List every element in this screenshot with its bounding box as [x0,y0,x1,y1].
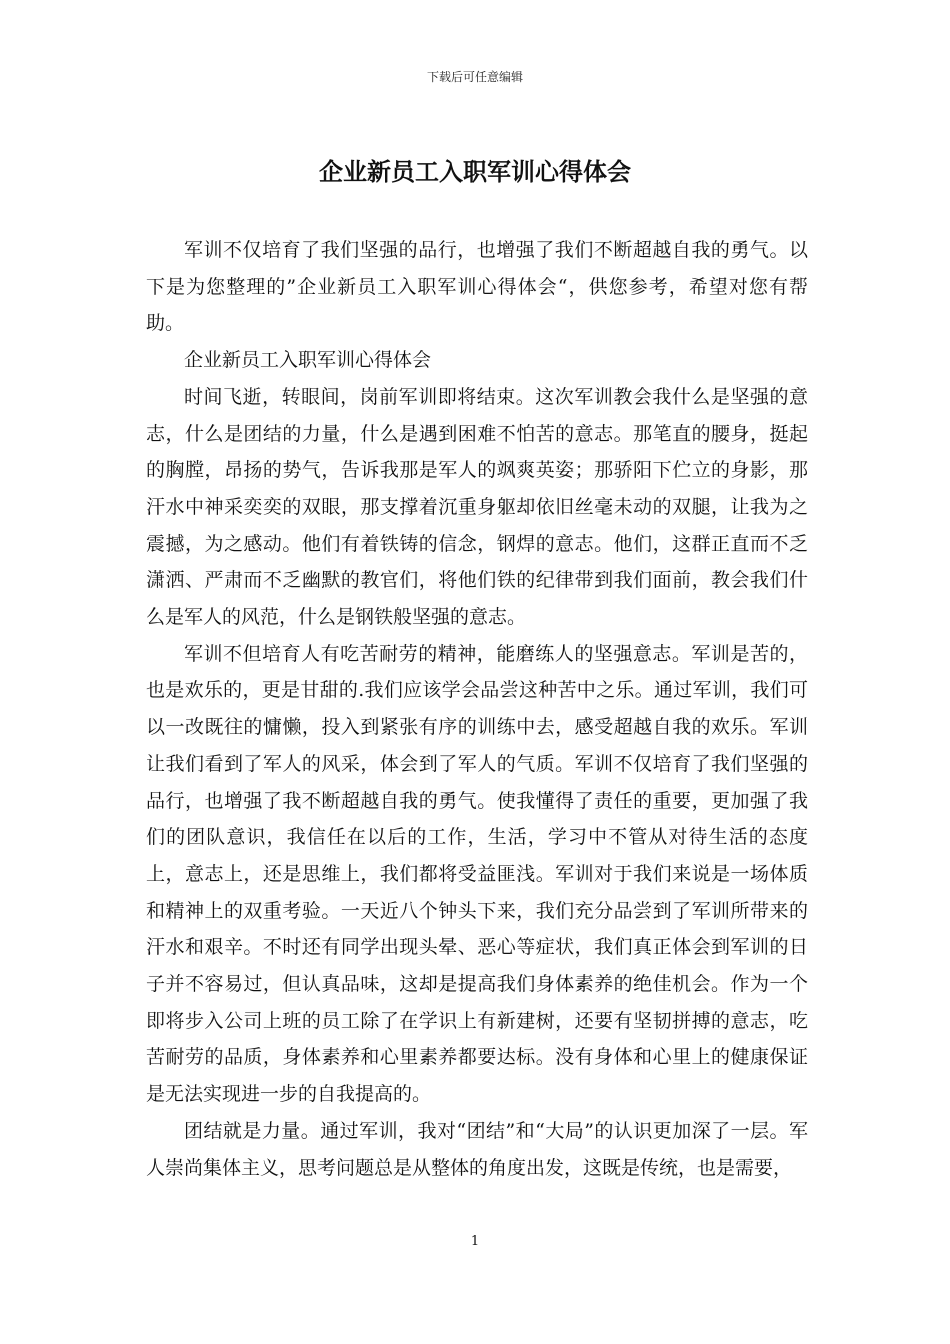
paragraph-intro: 军训不仅培育了我们坚强的品行，也增强了我们不断超越自我的勇气。以下是为您整理的”企业新员工入职军训心得体会“，供您参考，希望对您有帮助。 [146,239,808,335]
document-title: 企业新员工入职军训心得体会 [319,157,631,186]
paragraph-2: 军训不但培育人有吃苦耐劳的精神，能磨练人的坚强意志。军训是苦的，也是欢乐的，更是甘甜的.我们应该学会品尝这种苦中之乐。通过军训，我们可以一改既往的慵懒，投入到紧张有序的训练中去，感受超越自我的欢乐。军训让我们看到了军人的风采，体会到了军人的气质。军训不仅培育了我们坚强的品行，也增强了我不断超越自我的勇气。使我懂得了责任的重要，更加强了我们的团队意识，我信任在以后的工作，生活，学习中不管从对待生活的态度上，意志上，还是思维上，我们都将受益匪浅。军训对于我们来说是一场体质和精神上的双重考验。一天近八个钟头下来，我们充分品尝到了军训所带来的汗水和艰辛。不时还有同学出现头晕、恶心等症状，我们真正体会到军训的日子并不容易过，但认真品味，这却是提高我们身体素养的绝佳机会。作为一个即将步入公司上班的员工除了在学识上有新建树，还要有坚韧拼搏的意志，吃苦耐劳的品质，身体素养和心里素养都要达标。没有身体和心里上的健康保证是无法实现进一步的自我提高的。 [146,642,808,1106]
paragraph-3: 团结就是力量。通过军训，我对“团结”和“大局”的认识更加深了一层。军人崇尚集体主义，思考问题总是从整体的角度出发，这既是传统，也是需要， [146,1119,808,1179]
paragraph-1: 时间飞逝，转眼间，岗前军训即将结束。这次军训教会我什么是坚强的意志，什么是团结的力量，什么是遇到困难不怕苦的意志。那笔直的腰身，挺起的胸膛，昂扬的势气，告诉我那是军人的飒爽英姿；那骄阳下伫立的身影，那汗水中神采奕奕的双眼，那支撑着沉重身躯却依旧丝毫未动的双腿，让我为之震撼，为之感动。他们有着铁铸的信念，钢焊的意志。他们，这群正直而不乏潇洒、严肃而不乏幽默的教官们，将他们铁的纪律带到我们面前，教会我们什么是军人的风范，什么是钢铁般坚强的意志。 [146,385,808,629]
page-number: 1 [470,1234,480,1249]
paragraph-subheading: 企业新员工入职军训心得体会 [184,349,432,372]
document-body [146,232,808,1186]
header-note: 下载后可任意编辑 [426,70,523,84]
